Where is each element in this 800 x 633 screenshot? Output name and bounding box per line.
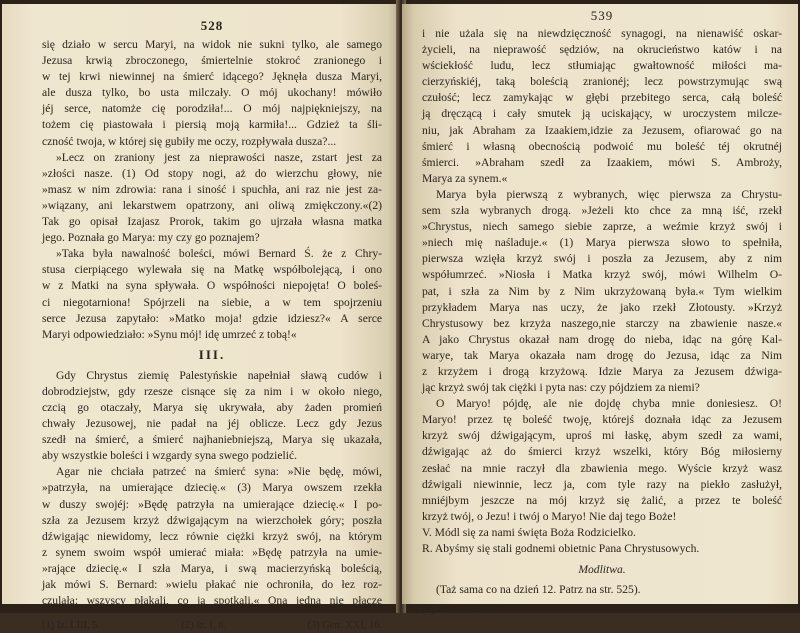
left-page-number: 528 xyxy=(200,18,224,33)
text-line: czność twoja, w której się gubiły me oczy, rozpływała dusza?... xyxy=(42,134,337,148)
text-line: szedł na śmierć, a śmierć najhaniebniejszą, Marya się ukazała, xyxy=(42,433,382,447)
right-footnote: (1) Mar. VIII, 34. xyxy=(422,605,496,617)
footnote-2: (2) Iz. I, 6. xyxy=(181,620,227,632)
text-line: sem szła wybranych drogą. »Jeżeli kto chce za mną iść, rzekł xyxy=(422,204,782,218)
text-line: serce Jezusa zapytało: »Matko moja! gdzie idziesz?« A serce xyxy=(42,311,382,325)
text-line: stusa cierpiącego wylewała się na Matkę współbolejącą, i ono xyxy=(42,263,382,277)
text-line: czulała: wszyscy płakali, co ją spotkali.« Ona jedna nie płacze xyxy=(42,594,382,608)
text-line: Agar nie chciała patrzeć na śmierć syna: »Nie będę, mówi, xyxy=(56,465,382,479)
text-line: jego. Poznała go Marya: my czy go poznajem? xyxy=(42,231,260,245)
text-line: cierzyńskiéj, taką boleścią zranionéj; lecz powstrzymując swą xyxy=(422,75,782,89)
text-line: życieli, na nieprawość sędziów, na okrucieństwo katów i na xyxy=(422,43,782,57)
left-footnotes xyxy=(42,619,382,633)
text-line: czułość; lecz zamykając w głębi przebitego serca, całą boleść xyxy=(422,91,782,105)
text-line: »Taka była nawalność boleści, mówi Bernard Ś. że z Chry- xyxy=(56,247,382,261)
text-line: przykładem Marya nas uczy, że jako rzekł Złotousty. »Krzyż xyxy=(422,300,782,314)
text-line: w duszy swojéj: »Będę patrzyła na umierające dziecię.« I po- xyxy=(42,497,382,511)
folio-number: 69 xyxy=(721,601,734,617)
left-text-block-b xyxy=(42,368,382,609)
text-line: szła za Jezusem krzyż dźwigającym na wierzchołek góry; poszła xyxy=(42,513,382,527)
text-line: chwały Jezusowej, nie padał na jéj oblicze. Lecz gdy Jezus xyxy=(42,417,382,431)
text-line: mniéjbym jeszcze na mój krzyż się żalić, a przez te boleść xyxy=(422,493,782,507)
text-line: Marya za synem.« xyxy=(422,171,508,185)
text-line: R. Abyśmy się stali godnemi obietnic Pana Chrystusowych. xyxy=(422,542,700,555)
text-line: śmierć i własną obecnością podwoić mu boleść téj okrutnéj xyxy=(422,139,782,153)
text-line: »niech mię naśladuje.« (1) Marya pierwsza słowo to spełniła, xyxy=(422,236,782,250)
text-line: Maryi odpowiedziało: »Synu mój! idę umrzeć z tobą!« xyxy=(42,327,297,341)
text-line: »wiązany, ani lekarstwem opatrzony, ani oliwą zmiękczony.«(2) xyxy=(42,198,382,212)
text-line: z synem swoim współ umierać miała: »Będę patrzyła na umie- xyxy=(42,545,382,559)
text-line: śmierci. »Abraham szedł za Izaakiem, mówi S. Ambroży, xyxy=(422,155,782,169)
text-line: Jezusa krwią zbroczonego, śmiertelnie stokroć zranionego i xyxy=(42,54,382,68)
left-page xyxy=(2,4,400,632)
text-line: krzyż twój, o Jezu! i twój o Maryo! Nie daj tego Boże! xyxy=(422,509,677,523)
text-line: czcią go otaczały, Marya się ukrywała, aby żaden promień xyxy=(42,400,382,414)
text-line: Chrystusowy bez krzyża naszego,nie starczy na zbawienie nasze.« xyxy=(422,316,782,330)
text-line: jéj serce, natomże cię porodziła!... O mój najpiękniejszy, na xyxy=(42,102,382,116)
text-line: i nie użala się na niewdzięczność synagogi, na nienawiść oskar- xyxy=(422,27,782,40)
text-line: dźwigając niewidomy, lecz równie ciężki krzyż swój, na którym xyxy=(42,529,382,543)
text-line: »masz w nim zdrowia: rana i siność i spuchła, ani raz nie jest za- xyxy=(42,182,382,196)
text-line: w tej krwi niewinnej na śmierć idącego? Jęknęła dusza Maryi, xyxy=(42,70,382,84)
right-text-block xyxy=(422,26,782,557)
text-line: »rające dziecię.« I szła Marya, i swą macierzyńską boleścią, xyxy=(42,561,382,575)
text-line: zesłać na mnie raczył dla zbawienia mego. Wyście krzyż wasz xyxy=(422,461,782,475)
text-line: aby wszystkie boleści i wzgardy syna swego podzielić. xyxy=(42,449,297,463)
text-line: Gdy Chrystus ziemię Palestyńskie napełniał sławą cudów i xyxy=(56,368,382,382)
text-line: współumrzeć. »Niosła i Matka krzyż swój, mówi Wilhelm O- xyxy=(422,268,782,282)
text-line: pat, i szła za Nim by z Nim ukrzyżowaną była.« Tym wielkim xyxy=(422,284,782,298)
text-line: się działo w sercu Maryi, na widok nie sukni tylko, ale samego xyxy=(42,38,382,51)
text-line: dobrodziejstw, gdy rzesze cisnące się za nim i w około niego, xyxy=(42,384,382,398)
text-line: niu, jak Abraham za Izaakiem,idzie za Jezusem, ofiarować go na xyxy=(422,123,782,137)
prayer-heading: Modlitwa. xyxy=(578,563,626,577)
right-footer xyxy=(422,602,782,618)
text-line: ci niegotarniona! Spójrzeli na siebie, a w tem spojrzeniu xyxy=(42,295,382,309)
text-line: w z Matki na syna spływała. O współności niepojęta! O boleś- xyxy=(42,279,382,293)
text-line: »złości nasze. (1) Od stopy nogi, aż do wierzchu głowy, nie xyxy=(42,166,382,180)
text-line: ale dusza tylko, bo usta milczały. O mój ukochany! mówiło xyxy=(42,86,382,100)
text-line: dźwigając aż do śmierci krzyż wszelki, który Bóg miłosierny xyxy=(422,445,782,459)
text-line: jak mówi S. Bernard: »wielu płakać nie ochroniła, do łez roz- xyxy=(42,578,382,591)
text-line: z krzyżem i drogą krzyżową. Idzie Marya za Jezusem dźwiga- xyxy=(422,364,782,378)
footnote-3: (3) Gen. XXI, 16. xyxy=(307,620,382,632)
text-line: O Maryo! pójdę, ale nie dojdę chyba mnie doniesiesz. O! xyxy=(436,397,782,411)
footnote-1: (1) Iz. LIII, 5. xyxy=(42,620,101,632)
text-line: »Chrystus, niech samego siebie zaprze, a weźmie krzyż swój i xyxy=(422,220,782,234)
text-line: jąc krzyż swój tak ciężki i pyta nas: czy pójdziem za niemi? xyxy=(422,381,700,395)
text-line: »patrzyła, na umierające dziecię.« (3) Marya owszem rzekła xyxy=(42,481,382,495)
text-line: ją dręczącą i cały smutek ją uciskający, w uroczystem milcze- xyxy=(422,107,782,121)
text-line: Tak go opisał Izajasz Prorok, takim go ujrzała własna matka xyxy=(42,215,382,229)
text-line: V. Módl się za nami święta Boża Rodzicielko. xyxy=(422,525,636,539)
text-line: warye, tak Marya okazała nam drogę do Jezusa, idąc za Nim xyxy=(422,348,782,362)
text-line: dźwigali niewinnie, lecz ja, com tyle razy na piekło zasłużył, xyxy=(422,477,782,491)
text-line: Maryo! przez tę boleść twoję, którejś doznała idąc za Jezusem xyxy=(422,413,782,427)
left-text-block-a xyxy=(42,37,382,343)
text-line: Marya była pierwszą z wybranych, więc pierwsza za Chrystu- xyxy=(436,187,782,201)
text-line: krzyż swój dźwigającym, uproś mi łaskę, abym szedł za wami, xyxy=(422,429,782,443)
text-line: A jako Chrystus okazał nam drogę do nieba, idąc na górę Kal- xyxy=(422,332,782,346)
right-page xyxy=(402,4,798,617)
text-line: »Lecz on zraniony jest za nieprawości nasze, zstart jest za xyxy=(56,150,382,164)
text-line: tożem cię piastowała i piersią moją karmiła!... Gdzież ta śli- xyxy=(42,118,382,132)
text-line: wściekłość ludu, lecz stłumiając gwałtowność miłości ma- xyxy=(422,59,782,73)
right-page-number: 539 xyxy=(590,8,614,23)
text-line: pierwsza wzięła krzyż swój i poszła za Jezusem, aby z nim xyxy=(422,252,782,266)
section-heading: III. xyxy=(198,346,226,362)
closing-line: (Taż sama co na dzień 12. Patrz na str. 525). xyxy=(436,583,641,597)
